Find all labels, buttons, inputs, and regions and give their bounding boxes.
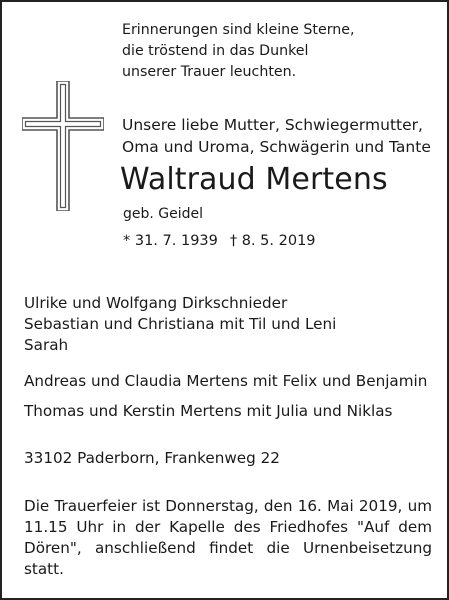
relationship-text [122,114,431,158]
death-date: † 8. 5. 2019 [229,233,316,249]
cross-icon [22,81,104,211]
deceased-name: Waltraud Mertens [120,162,388,197]
family-line: Sebastian und Christiana mit Til und Leni [24,315,337,333]
family-line: Sarah [24,336,69,354]
relationship-line: Unsere liebe Mutter, Schwiegermutter, [122,116,423,134]
family-group-3: Thomas und Kerstin Mertens mit Julia und Niklas [24,402,393,420]
birth-name: geb. Geidel [123,206,204,222]
poem-line: unserer Trauer leuchten. [122,64,297,80]
poem [122,20,355,83]
poem-line: die tröstend in das Dunkel [122,43,309,59]
family-group-2: Andreas und Claudia Mertens mit Felix und Benjamin [24,372,428,390]
birth-date: * 31. 7. 1939 [123,233,218,249]
life-dates [123,231,316,251]
poem-line: Erinnerungen sind kleine Sterne, [122,22,355,38]
family-group-1 [24,293,336,356]
funeral-note: Die Trauerfeier ist Donnerstag, den 16. Mai 2019, um 11.15 Uhr in der Kapelle des Friedhofes "Auf dem Dören", anschließend findet die Urnenbeisetzung statt. [24,497,432,578]
relationship-line: Oma und Uroma, Schwägerin und Tante [122,138,431,156]
family-line: Ulrike und Wolfgang Dirkschnieder [24,294,288,312]
address: 33102 Paderborn, Frankenweg 22 [24,449,280,467]
